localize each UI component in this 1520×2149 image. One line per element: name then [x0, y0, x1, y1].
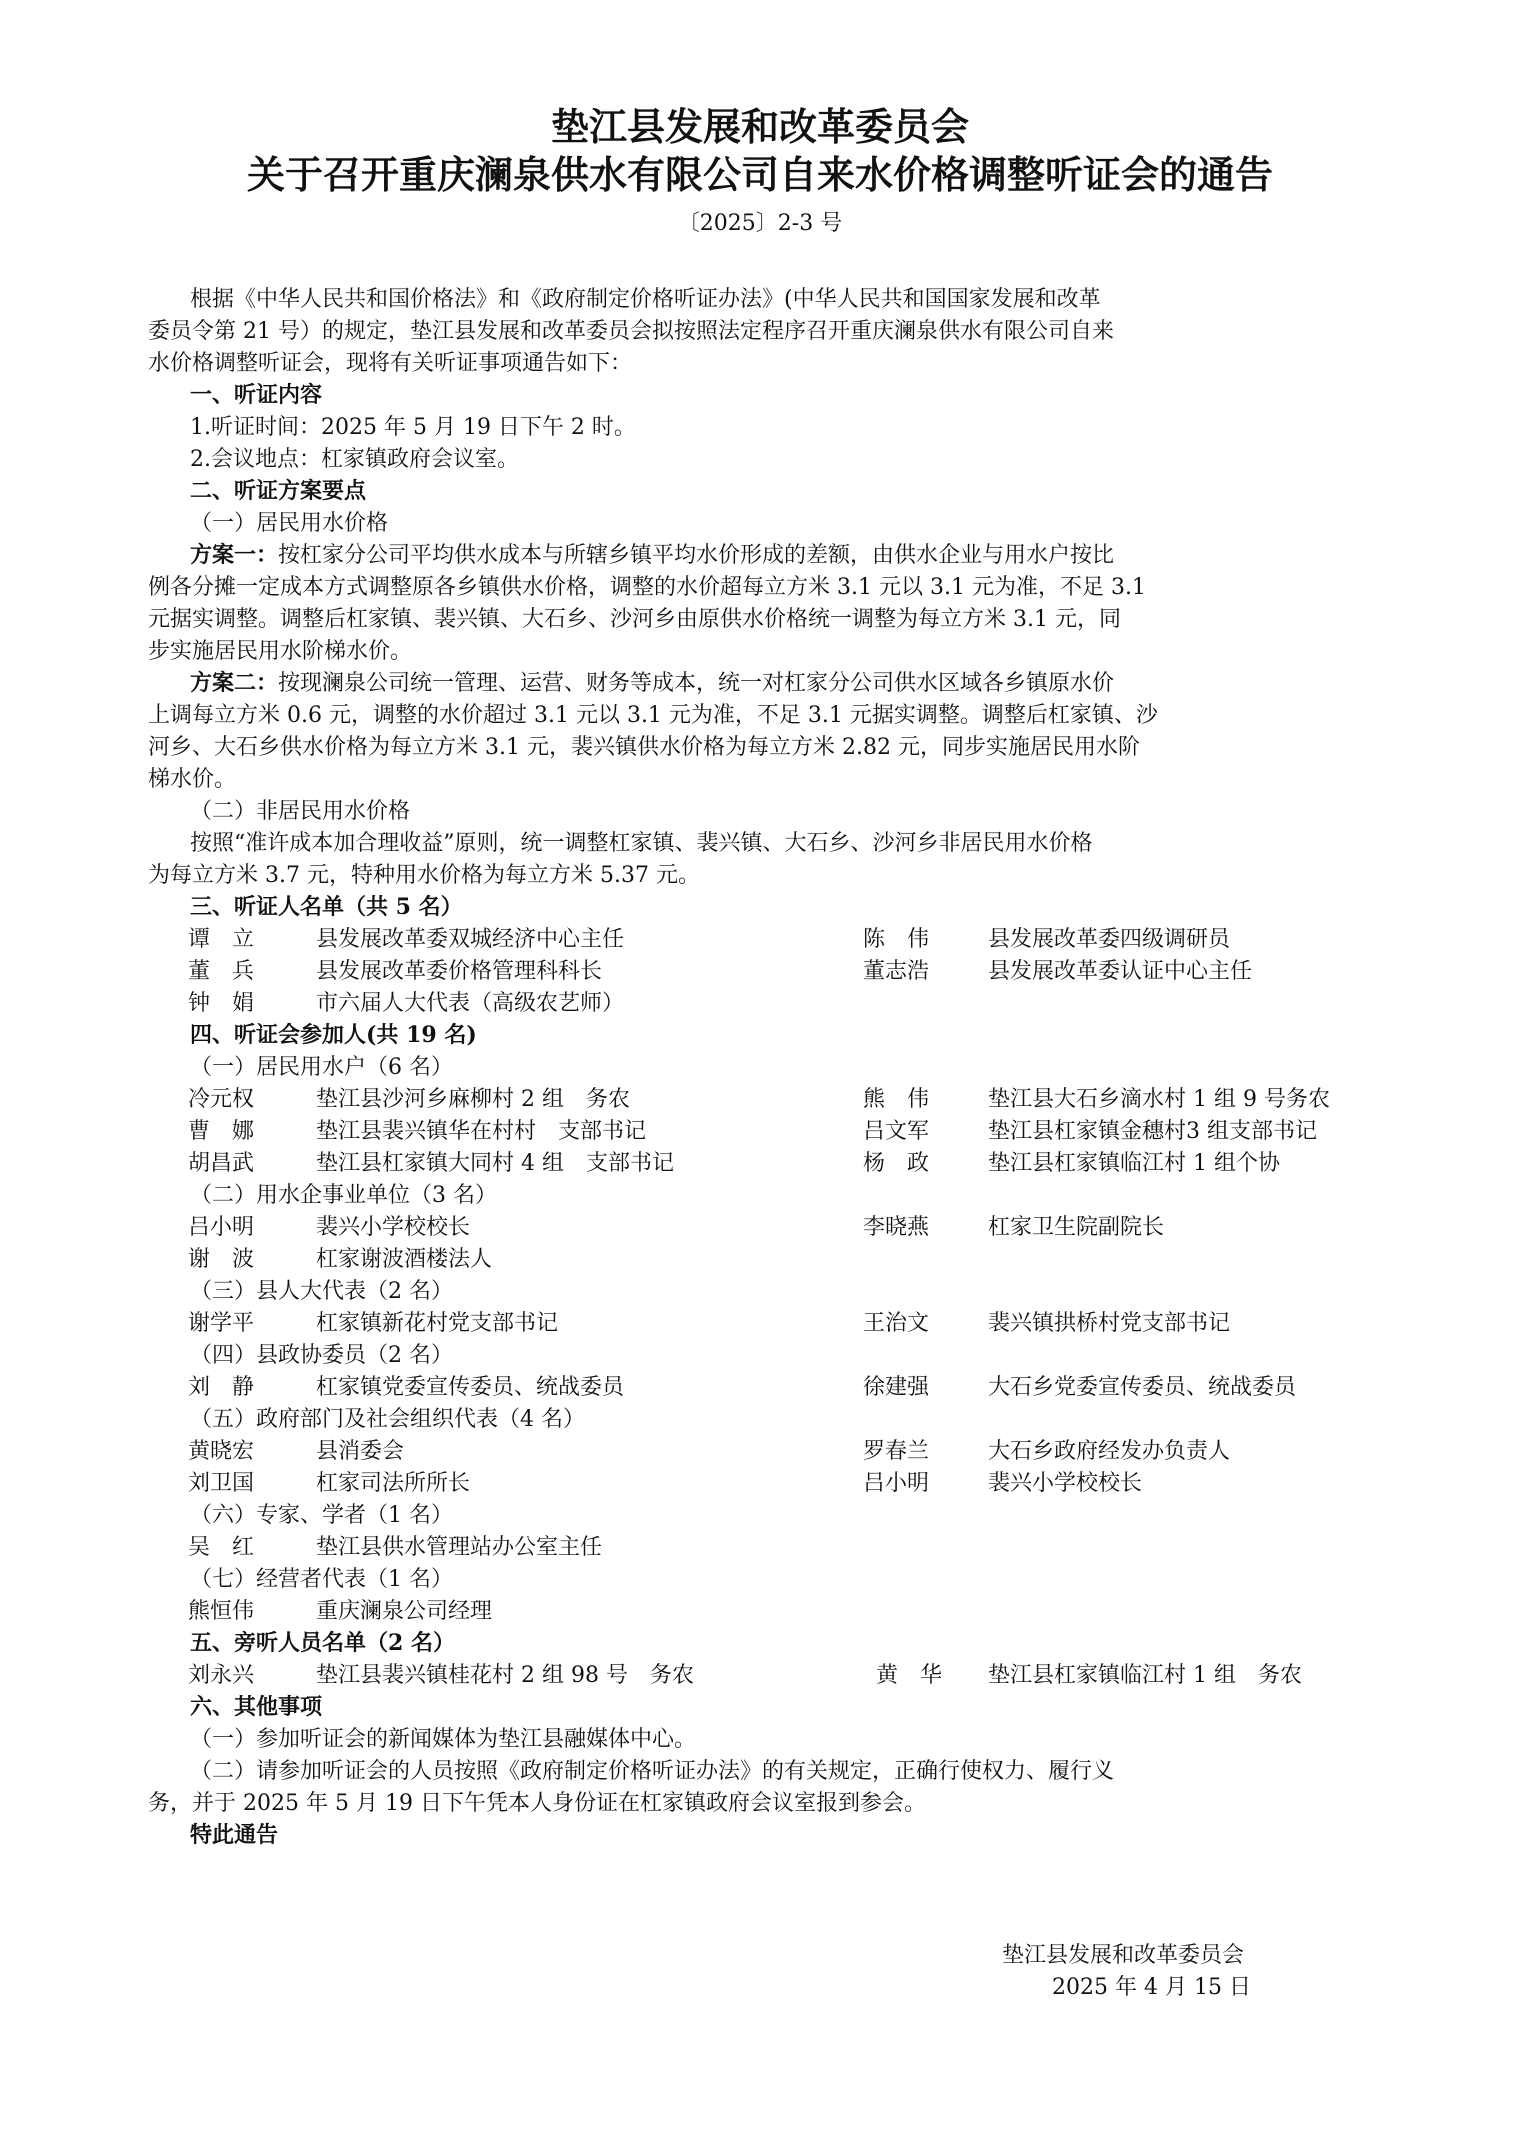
- person-name: 黄 华: [876, 1663, 943, 1688]
- person-title: 杠家卫生院副院长: [988, 1215, 1165, 1240]
- hearing-time: 1.听证时间：2025 年 5 月 19 日下午 2 时。: [190, 415, 636, 440]
- plan-1-text: 按杠家分公司平均供水成本与所辖乡镇平均水价形成的差额，由供水企业与用水户按比: [278, 543, 1115, 568]
- section-4-heading: 四、听证会参加人(共 19 名): [190, 1022, 477, 1048]
- plan-2-line-1: [190, 668, 1398, 699]
- group-5-heading: （五）政府部门及社会组织代表（4 名）: [190, 1407, 585, 1432]
- section-1-heading: 一、听证内容: [190, 382, 323, 408]
- group-2-heading: （二）用水企事业单位（3 名）: [190, 1183, 497, 1208]
- person-name: 吕小明: [188, 1215, 255, 1240]
- hearing-officer-row: [148, 956, 1398, 987]
- person-name: 王治文: [863, 1311, 930, 1336]
- person-title: 垫江县沙河乡麻柳村 2 组 务农: [316, 1087, 630, 1112]
- person-name: 陈 伟: [863, 927, 930, 952]
- person-title: 县发展改革委价格管理科科长: [316, 959, 603, 984]
- person-name: 徐建强: [863, 1375, 930, 1400]
- person-name: 谢 波: [188, 1247, 255, 1272]
- plan-1-label: 方案一：: [190, 542, 279, 568]
- plan-2-text: 按现澜泉公司统一管理、运营、财务等成本，统一对杠家分公司供水区域各乡镇原水价: [278, 671, 1115, 696]
- group-3-heading: （三）县人大代表（2 名）: [190, 1279, 453, 1304]
- intro-line-2: 委员令第 21 号）的规定，垫江县发展和改革委员会拟按照法定程序召开重庆澜泉供水有限公司自来: [148, 319, 1114, 344]
- hearing-place: 2.会议地点：杠家镇政府会议室。: [190, 447, 519, 472]
- participant-row: [148, 1244, 1398, 1275]
- plan-2-line-2: 上调每立方米 0.6 元，调整的水价超过 3.1 元以 3.1 元为准，不足 3.1 元据实调整。调整后杠家镇、沙: [148, 703, 1158, 728]
- person-name: 董志浩: [863, 959, 930, 984]
- person-title: 县发展改革委四级调研员: [988, 927, 1231, 952]
- person-title: 垫江县大石乡滴水村 1 组 9 号务农: [988, 1087, 1330, 1112]
- signature-organization: 垫江县发展和改革委员会: [1002, 1943, 1245, 1968]
- person-name: 冷元权: [188, 1087, 255, 1112]
- person-name: 谢学平: [188, 1311, 255, 1336]
- participant-row: [148, 1212, 1398, 1243]
- title-line-1: 垫江县发展和改革委员会: [550, 104, 969, 149]
- hearing-officer-row: [148, 924, 1398, 955]
- residential-price-subheading: （一）居民用水价格: [190, 511, 389, 536]
- participant-row: [148, 1148, 1398, 1179]
- non-residential-subheading: （二）非居民用水价格: [190, 799, 411, 824]
- person-title: 县消委会: [316, 1439, 405, 1464]
- section-3-heading: 三、听证人名单（共 5 名）: [190, 894, 463, 920]
- plan-1-line-2: 例各分摊一定成本方式调整原各乡镇供水价格，调整的水价超每立方米 3.1 元以 3.1 元为准，不足 3.1: [148, 575, 1146, 600]
- person-name: 钟 娟: [188, 991, 255, 1016]
- intro-line-1: 根据《中华人民共和国价格法》和《政府制定价格听证办法》(中华人民共和国国家发展和改革: [190, 287, 1101, 312]
- plan-1-line-3: 元据实调整。调整后杠家镇、裴兴镇、大石乡、沙河乡由原供水价格统一调整为每立方米 3.1 元，同: [148, 607, 1121, 632]
- other-item-1: （一）参加听证会的新闻媒体为垫江县融媒体中心。: [190, 1727, 697, 1752]
- participant-row: [148, 1084, 1398, 1115]
- person-title: 重庆澜泉公司经理: [316, 1599, 493, 1624]
- document-number: 〔2025〕2-3 号: [677, 211, 843, 236]
- person-title: 杠家谢波酒楼法人: [316, 1247, 493, 1272]
- intro-line-3: 水价格调整听证会，现将有关听证事项通告如下：: [148, 351, 633, 376]
- person-title: 大石乡党委宣传委员、统战委员: [988, 1375, 1297, 1400]
- person-title: 垫江县裴兴镇华在村村 支部书记: [316, 1119, 647, 1144]
- plan-1-line-4: 步实施居民用水阶梯水价。: [148, 639, 413, 664]
- participant-row: [148, 1596, 1398, 1627]
- hearing-officer-row: [148, 988, 1398, 1019]
- person-name: 刘永兴: [188, 1663, 255, 1688]
- participant-row: [148, 1532, 1398, 1563]
- person-title: 裴兴镇拱桥村党支部书记: [988, 1311, 1231, 1336]
- person-title: 垫江县杠家镇临江村 1 组 务农: [988, 1663, 1302, 1688]
- observer-row: [148, 1660, 1398, 1691]
- person-name: 熊 伟: [863, 1087, 930, 1112]
- participant-row: [148, 1116, 1398, 1147]
- person-title: 杠家镇新花村党支部书记: [316, 1311, 559, 1336]
- person-name: 吴 红: [188, 1535, 255, 1560]
- section-6-heading: 六、其他事项: [190, 1694, 323, 1720]
- person-title: 市六届人大代表（高级农艺师）: [316, 991, 625, 1016]
- person-title: 垫江县供水管理站办公室主任: [316, 1535, 603, 1560]
- person-title: 县发展改革委双城经济中心主任: [316, 927, 625, 952]
- signature-date: 2025 年 4 月 15 日: [1052, 1975, 1251, 2000]
- person-name: 刘 静: [188, 1375, 255, 1400]
- other-item-2-line-1: （二）请参加听证会的人员按照《政府制定价格听证办法》的有关规定，正确行使权力、履行义: [190, 1759, 1115, 1784]
- person-name: 熊恒伟: [188, 1599, 255, 1624]
- plan-1-line-1: [190, 540, 1398, 571]
- non-residential-line-1: 按照“准许成本加合理收益”原则，统一调整杠家镇、裴兴镇、大石乡、沙河乡非居民用水价格: [190, 831, 1093, 856]
- non-residential-line-2: 为每立方米 3.7 元，特种用水价格为每立方米 5.37 元。: [148, 863, 700, 888]
- person-title: 县发展改革委认证中心主任: [988, 959, 1253, 984]
- person-name: 黄晓宏: [188, 1439, 255, 1464]
- group-6-heading: （六）专家、学者（1 名）: [190, 1503, 453, 1528]
- group-7-heading: （七）经营者代表（1 名）: [190, 1567, 453, 1592]
- person-title: 杠家司法所所长: [316, 1471, 471, 1496]
- person-name: 李晓燕: [863, 1215, 930, 1240]
- person-name: 董 兵: [188, 959, 255, 984]
- participant-row: [148, 1372, 1398, 1403]
- group-4-heading: （四）县政协委员（2 名）: [190, 1343, 453, 1368]
- person-title: 大石乡政府经发办负责人: [988, 1439, 1231, 1464]
- person-title: 垫江县裴兴镇桂花村 2 组 98 号 务农: [316, 1663, 694, 1688]
- plan-2-label: 方案二：: [190, 670, 279, 696]
- person-name: 吕文军: [863, 1119, 930, 1144]
- person-title: 垫江县杠家镇大同村 4 组 支部书记: [316, 1151, 674, 1176]
- person-title: 裴兴小学校校长: [316, 1215, 471, 1240]
- person-name: 吕小明: [863, 1471, 930, 1496]
- other-item-2-line-2: 务，并于 2025 年 5 月 19 日下午凭本人身份证在杠家镇政府会议室报到参会。: [148, 1791, 926, 1816]
- plan-2-line-3: 河乡、大石乡供水价格为每立方米 3.1 元，裴兴镇供水价格为每立方米 2.82 元，同步实施居民用水阶: [148, 735, 1140, 760]
- plan-2-line-4: 梯水价。: [148, 767, 237, 792]
- person-title: 垫江县杠家镇临江村 1 组个协: [988, 1151, 1280, 1176]
- section-5-heading: 五、旁听人员名单（2 名）: [190, 1630, 455, 1656]
- title-line-2: 关于召开重庆澜泉供水有限公司自来水价格调整听证会的通告: [246, 152, 1273, 197]
- group-1-heading: （一）居民用水户（6 名）: [190, 1055, 453, 1080]
- person-title: 裴兴小学校校长: [988, 1471, 1143, 1496]
- participant-row: [148, 1308, 1398, 1339]
- person-name: 杨 政: [863, 1151, 930, 1176]
- person-name: 谭 立: [188, 927, 255, 952]
- closing-phrase: 特此通告: [190, 1822, 279, 1848]
- participant-row: [148, 1468, 1398, 1499]
- person-title: 杠家镇党委宣传委员、统战委员: [316, 1375, 625, 1400]
- person-name: 曹 娜: [188, 1119, 255, 1144]
- person-name: 刘卫国: [188, 1471, 255, 1496]
- person-name: 胡昌武: [188, 1151, 255, 1176]
- person-title: 垫江县杠家镇金穗村3 组支部书记: [988, 1119, 1317, 1144]
- person-name: 罗春兰: [863, 1439, 930, 1464]
- participant-row: [148, 1436, 1398, 1467]
- section-2-heading: 二、听证方案要点: [190, 478, 367, 504]
